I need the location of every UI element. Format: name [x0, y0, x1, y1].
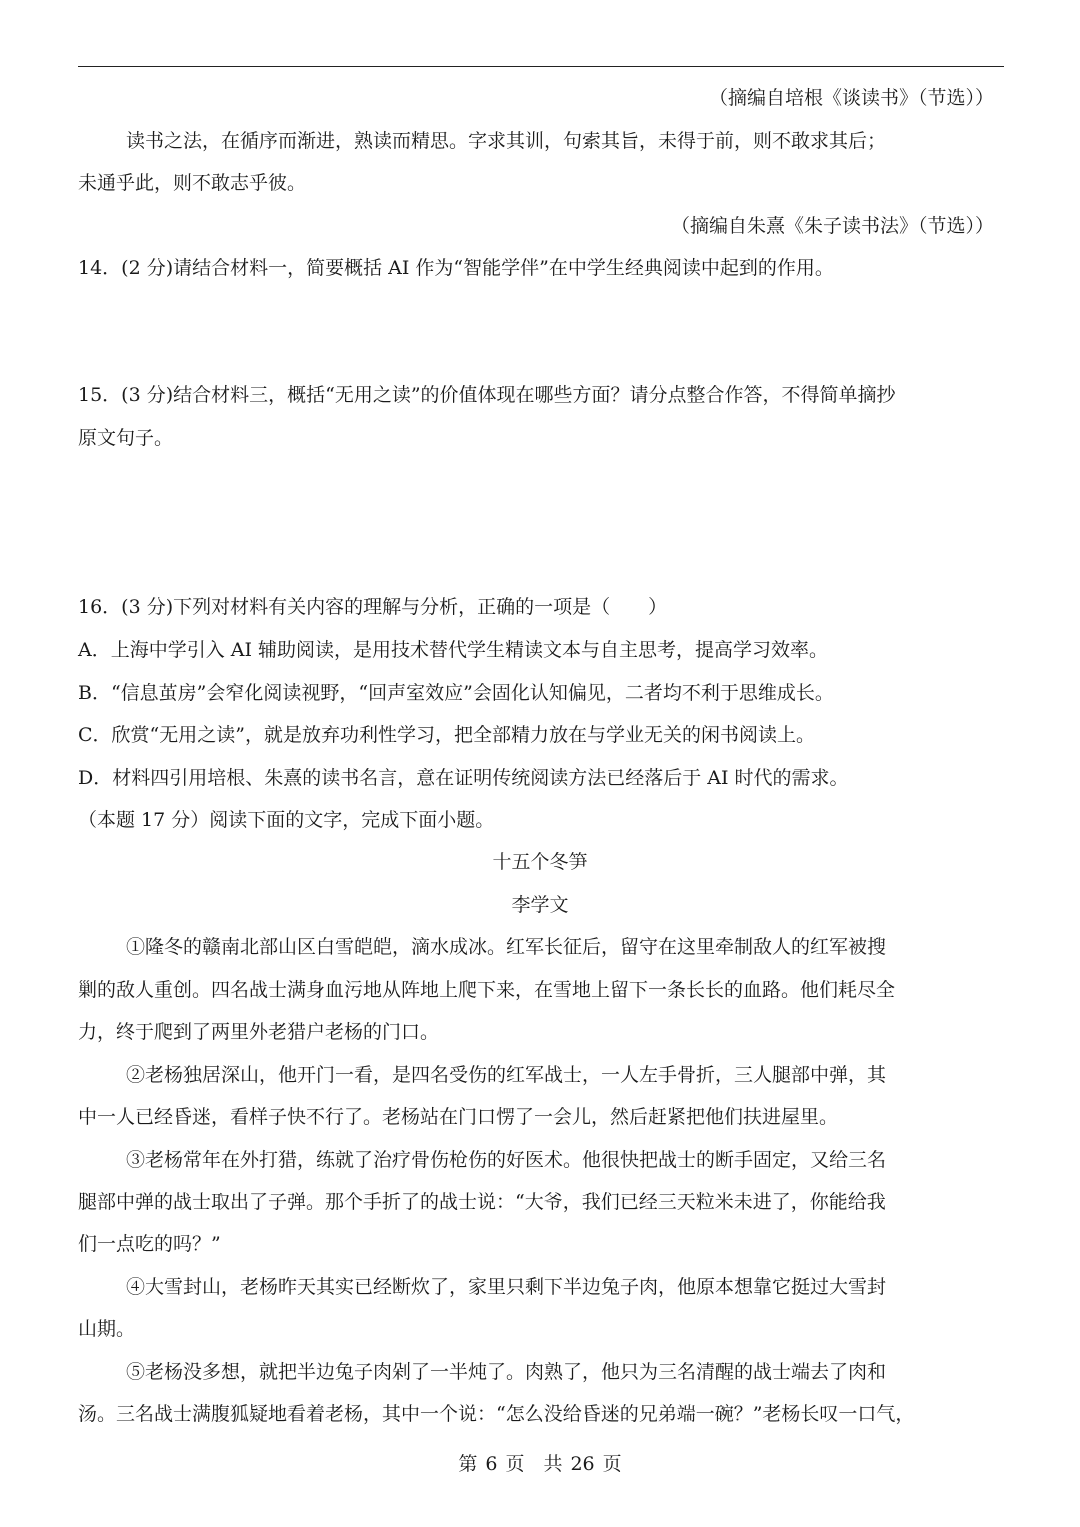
footer-suffix: 页 [602, 1453, 622, 1475]
section-intro: （本题 17 分）阅读下面的文字，完成下面小题。 [78, 809, 495, 831]
story-line: 腿部中弹的战士取出了子弹。那个手折了的战士说：“大爷，我们已经三天粒米未进了，你能给我 [78, 1191, 886, 1213]
story-line: 们一点吃的吗？” [78, 1233, 221, 1255]
footer-page-number: 6 [485, 1453, 498, 1475]
story-line: 山期。 [78, 1318, 136, 1340]
story-line: ③老杨常年在外打猎，练就了治疗骨伤枪伤的好医术。他很快把战士的断手固定，又给三名 [126, 1149, 887, 1171]
story-line: 中一人已经昏迷，看样子快不行了。老杨站在门口愣了一会儿，然后赶紧把他们扶进屋里。 [78, 1106, 839, 1128]
story-line: ④大雪封山，老杨昨天其实已经断炊了，家里只剩下半边兔子肉，他原本想靠它挺过大雪封 [126, 1276, 887, 1298]
source-citation-peigen: （摘编自培根《谈读书》（节选）） [708, 87, 994, 109]
option-a: A．上海中学引入 AI 辅助阅读，是用技术替代学生精读文本与自主思考，提高学习效率。 [78, 639, 829, 661]
story-line: 力，终于爬到了两里外老猎户老杨的门口。 [78, 1021, 440, 1043]
question-15-line-2: 原文句子。 [78, 427, 174, 449]
question-15-line-1: 15．(3 分)结合材料三，概括“无用之读”的价值体现在哪些方面？请分点整合作答，不得简单摘抄 [78, 384, 896, 406]
zhuxi-text-line-1: 读书之法，在循序而渐进，熟读而精思。字求其训，句索其旨，未得于前，则不敢求其后； [126, 130, 887, 152]
footer-middle: 页 共 [505, 1453, 563, 1475]
question-14: 14．(2 分)请结合材料一，简要概括 AI 作为“智能学伴”在中学生经典阅读中起到的作用。 [78, 257, 834, 279]
story-line: 剿的敌人重创。四名战士满身血污地从阵地上爬下来，在雪地上留下一条长长的血路。他们耗尽全 [78, 979, 896, 1001]
option-c: C．欣赏“无用之读”，就是放弃功利性学习，把全部精力放在与学业无关的闲书阅读上。 [78, 724, 815, 746]
footer-total-pages: 26 [570, 1453, 595, 1475]
footer-prefix: 第 [458, 1453, 478, 1475]
story-line: ①隆冬的赣南北部山区白雪皑皑，滴水成冰。红军长征后，留守在这里牵制敌人的红军被搜 [126, 936, 887, 958]
story-author: 李学文 [511, 894, 569, 916]
story-line: ⑤老杨没多想，就把半边兔子肉剁了一半炖了。肉熟了，他只为三名清醒的战士端去了肉和 [126, 1361, 887, 1383]
story-line: ②老杨独居深山，他开门一看，是四名受伤的红军战士，一人左手骨折，三人腿部中弹，其 [126, 1064, 887, 1086]
page-footer [0, 1449, 1080, 1476]
zhuxi-text-line-2: 未通乎此，则不敢志乎彼。 [78, 172, 307, 194]
source-citation-zhuxi: （摘编自朱熹《朱子读书法》（节选）） [670, 215, 994, 237]
question-16: 16．(3 分)下列对材料有关内容的理解与分析，正确的一项是（ ） [78, 596, 668, 618]
option-b: B．“信息茧房”会窄化阅读视野，“回声室效应”会固化认知偏见，二者均不利于思维成长。 [78, 682, 834, 704]
story-line: 汤。三名战士满腹狐疑地看着老杨，其中一个说：“怎么没给昏迷的兄弟端一碗？”老杨长叹一口气， [78, 1403, 915, 1425]
option-d: D．材料四引用培根、朱熹的读书名言，意在证明传统阅读方法已经落后于 AI 时代的需求。 [78, 767, 849, 789]
header-rule [78, 66, 1004, 67]
story-title: 十五个冬笋 [492, 851, 588, 873]
